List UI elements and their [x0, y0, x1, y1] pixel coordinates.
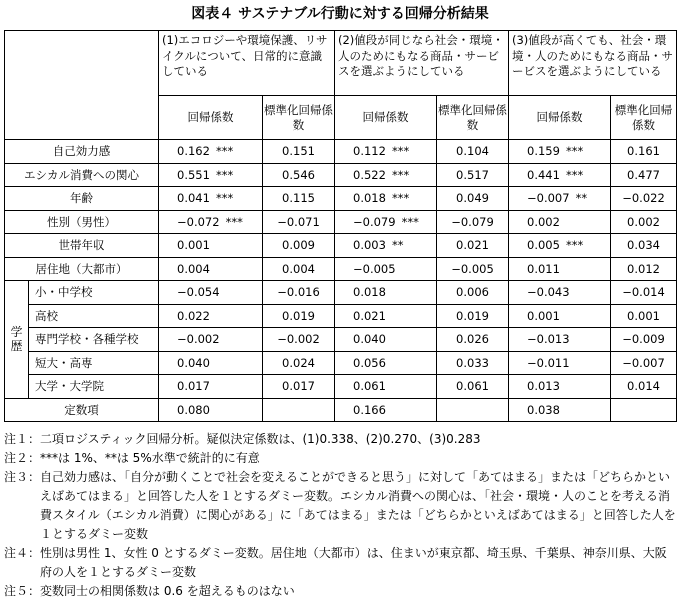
- std-coef-cell: 0.024: [263, 351, 335, 375]
- std-coef-cell: 0.049: [437, 187, 509, 211]
- coef-value: −0.002: [177, 332, 220, 347]
- std-coef-cell: 0.034: [611, 234, 677, 258]
- empty-cell: [437, 398, 509, 422]
- table-row: [5, 351, 677, 375]
- std-coef-cell: 0.115: [263, 187, 335, 211]
- note-label: 注２：: [4, 451, 41, 465]
- coef-value: 0.018: [353, 285, 386, 300]
- significance-mark: ***: [391, 191, 410, 206]
- coef-cell: [159, 257, 263, 281]
- coef-cell: [335, 140, 437, 164]
- std-coef-cell: −0.007: [611, 351, 677, 375]
- note: [4, 468, 676, 544]
- coef-value: 0.056: [353, 355, 386, 370]
- coef-cell: [159, 210, 263, 234]
- note-text: 自己効力感は、「自分が動くことで社会を変えることができると思う」に対して「あてはまる」または「どちらかといえばあてはまる」と回答した人を１とするダミー変数。エシカル消費への関心は、「社会・環境・人のことを考える消費スタイル（エシカル消費）に関心がある」に「あてはまる」または「どちらかといえばあてはまる」と回答した人を１とするダミー変数: [40, 470, 676, 541]
- coef-value: 0.021: [353, 308, 386, 323]
- coef-cell: [509, 351, 611, 375]
- std-coef-cell: 0.006: [437, 281, 509, 305]
- coef-cell: [335, 375, 437, 399]
- coef-value: −0.011: [527, 355, 570, 370]
- significance-mark: ***: [401, 214, 419, 229]
- std-coef-cell: 0.012: [611, 257, 677, 281]
- significance-mark: ***: [565, 238, 584, 253]
- coef-cell: [509, 328, 611, 352]
- coef-value: 0.551: [177, 167, 210, 182]
- std-coef-cell: −0.016: [263, 281, 335, 305]
- note: [4, 430, 676, 449]
- row-label: 自己効力感: [5, 140, 159, 164]
- std-coef-cell: 0.517: [437, 163, 509, 187]
- coef-value: 0.022: [177, 308, 210, 323]
- coef-value: 0.041: [177, 191, 210, 206]
- table-row: [5, 140, 677, 164]
- row-label: 定数項: [5, 398, 159, 422]
- table-row: [5, 304, 677, 328]
- coef-value: 0.441: [527, 167, 560, 182]
- coef-cell: [335, 281, 437, 305]
- constant-value: 0.038: [509, 398, 611, 422]
- coef-cell: [335, 257, 437, 281]
- row-label: 居住地（大都市）: [5, 257, 159, 281]
- coef-value: 0.018: [353, 191, 386, 206]
- std-coef-cell: 0.033: [437, 351, 509, 375]
- subheader-std: 標準化回帰係数: [437, 96, 509, 140]
- coef-value: −0.072: [177, 214, 220, 229]
- note-text: 変数同士の相関係数は 0.6 を超えるものはない: [40, 584, 295, 598]
- coef-cell: [159, 328, 263, 352]
- coef-cell: [335, 234, 437, 258]
- row-label: 年齢: [5, 187, 159, 211]
- note-label: 注５：: [4, 584, 41, 598]
- constant-value: 0.166: [335, 398, 437, 422]
- significance-mark: ***: [565, 144, 584, 159]
- coef-value: 0.159: [527, 144, 560, 159]
- note-text: 性別は男性 1、女性 0 とするダミー変数。居住地（大都市）は、住まいが東京都、埼玉県、千葉県、神奈川県、大阪府の人を１とするダミー変数: [40, 546, 667, 579]
- coef-cell: [159, 163, 263, 187]
- row-label: エシカル消費への関心: [5, 163, 159, 187]
- table-row: [5, 281, 677, 305]
- coef-cell: [509, 375, 611, 399]
- significance-mark: **: [575, 191, 588, 206]
- corner-cell: [5, 31, 159, 140]
- coef-cell: [509, 234, 611, 258]
- coef-cell: [335, 304, 437, 328]
- coef-value: −0.043: [527, 285, 570, 300]
- significance-mark: ***: [215, 144, 234, 159]
- coef-value: −0.013: [527, 332, 570, 347]
- row-label: 短大・高専: [29, 351, 159, 375]
- coef-value: 0.002: [527, 214, 560, 229]
- header-row: [5, 31, 677, 96]
- coef-cell: [509, 304, 611, 328]
- coef-value: 0.001: [527, 308, 560, 323]
- coef-value: −0.079: [353, 214, 396, 229]
- coef-value: 0.011: [527, 261, 560, 276]
- coef-cell: [509, 187, 611, 211]
- std-coef-cell: 0.104: [437, 140, 509, 164]
- std-coef-cell: −0.002: [263, 328, 335, 352]
- table-row: [5, 328, 677, 352]
- std-coef-cell: 0.001: [611, 304, 677, 328]
- std-coef-cell: −0.014: [611, 281, 677, 305]
- significance-mark: **: [391, 238, 404, 253]
- std-coef-cell: 0.014: [611, 375, 677, 399]
- empty-cell: [611, 398, 677, 422]
- coef-value: 0.001: [177, 238, 210, 253]
- note: [4, 449, 676, 468]
- row-label: 高校: [29, 304, 159, 328]
- std-coef-cell: −0.005: [437, 257, 509, 281]
- subheader-coef: 回帰係数: [509, 96, 611, 140]
- coef-cell: [335, 210, 437, 234]
- std-coef-cell: 0.021: [437, 234, 509, 258]
- row-label: 小・中学校: [29, 281, 159, 305]
- table-row: [5, 210, 677, 234]
- coef-cell: [509, 281, 611, 305]
- column-header: (2)値段が同じなら社会・環境・人のためにもなる商品・サービスを選ぶようにしている: [335, 31, 509, 96]
- coef-value: 0.013: [527, 379, 560, 394]
- coef-cell: [159, 351, 263, 375]
- coef-cell: [159, 375, 263, 399]
- std-coef-cell: 0.004: [263, 257, 335, 281]
- std-coef-cell: −0.009: [611, 328, 677, 352]
- subheader-std: 標準化回帰係数: [263, 96, 335, 140]
- std-coef-cell: 0.151: [263, 140, 335, 164]
- coef-cell: [335, 187, 437, 211]
- significance-mark: ***: [565, 167, 584, 182]
- coef-cell: [509, 257, 611, 281]
- coef-value: 0.162: [177, 144, 210, 159]
- coef-cell: [335, 351, 437, 375]
- coef-cell: [159, 140, 263, 164]
- notes: [4, 430, 676, 601]
- significance-mark: ***: [391, 144, 410, 159]
- row-label: 専門学校・各種学校: [29, 328, 159, 352]
- coef-value: 0.040: [353, 332, 386, 347]
- coef-value: 0.005: [527, 238, 560, 253]
- std-coef-cell: 0.161: [611, 140, 677, 164]
- note: [4, 544, 676, 582]
- constant-row: [5, 398, 677, 422]
- subheader-std: 標準化回帰係数: [611, 96, 677, 140]
- regression-table: [4, 30, 677, 422]
- empty-cell: [263, 398, 335, 422]
- coef-cell: [159, 234, 263, 258]
- coef-value: 0.112: [353, 144, 386, 159]
- table-row: [5, 234, 677, 258]
- coef-cell: [509, 210, 611, 234]
- significance-mark: ***: [215, 191, 234, 206]
- note-label: 注４：: [4, 546, 41, 560]
- table-row: [5, 375, 677, 399]
- significance-mark: ***: [215, 167, 234, 182]
- coef-value: 0.004: [177, 261, 210, 276]
- std-coef-cell: −0.079: [437, 210, 509, 234]
- std-coef-cell: 0.019: [437, 304, 509, 328]
- significance-mark: ***: [391, 167, 410, 182]
- row-label: 性別（男性）: [5, 210, 159, 234]
- coef-cell: [509, 140, 611, 164]
- subheader-coef: 回帰係数: [159, 96, 263, 140]
- note: [4, 582, 676, 601]
- coef-value: 0.522: [353, 167, 386, 182]
- table-row: [5, 257, 677, 281]
- coef-cell: [159, 281, 263, 305]
- coef-cell: [509, 163, 611, 187]
- std-coef-cell: −0.022: [611, 187, 677, 211]
- significance-mark: ***: [225, 214, 243, 229]
- row-label: 大学・大学院: [29, 375, 159, 399]
- note-label: 注３：: [4, 470, 41, 484]
- std-coef-cell: 0.009: [263, 234, 335, 258]
- std-coef-cell: 0.002: [611, 210, 677, 234]
- note-label: 注１：: [4, 432, 41, 446]
- note-text: ***は 1%、**は 5%水準で統計的に有意: [40, 451, 260, 465]
- std-coef-cell: 0.026: [437, 328, 509, 352]
- subheader-coef: 回帰係数: [335, 96, 437, 140]
- coef-value: −0.054: [177, 285, 220, 300]
- std-coef-cell: 0.477: [611, 163, 677, 187]
- std-coef-cell: −0.071: [263, 210, 335, 234]
- coef-value: 0.017: [177, 379, 210, 394]
- education-group-label: 学歴: [5, 281, 29, 399]
- table-row: [5, 187, 677, 211]
- table-row: [5, 163, 677, 187]
- row-label: 世帯年収: [5, 234, 159, 258]
- coef-cell: [159, 304, 263, 328]
- coef-cell: [335, 163, 437, 187]
- coef-value: 0.061: [353, 379, 386, 394]
- coef-cell: [159, 187, 263, 211]
- std-coef-cell: 0.061: [437, 375, 509, 399]
- std-coef-cell: 0.546: [263, 163, 335, 187]
- constant-value: 0.080: [159, 398, 263, 422]
- std-coef-cell: 0.017: [263, 375, 335, 399]
- coef-value: 0.040: [177, 355, 210, 370]
- coef-value: 0.003: [353, 238, 386, 253]
- coef-cell: [335, 328, 437, 352]
- table-title: 図表４ サステナブル行動に対する回帰分析結果: [191, 6, 489, 22]
- note-text: 二項ロジスティック回帰分析。疑似決定係数は、(1)0.338、(2)0.270、(3)0.283: [40, 432, 481, 446]
- coef-value: −0.005: [353, 261, 396, 276]
- column-header: (3)値段が高くても、社会・環境・人のためにもなる商品・サービスを選ぶようにしている: [509, 31, 677, 96]
- coef-value: −0.007: [527, 191, 570, 206]
- column-header: (1)エコロジーや環境保護、リサイクルについて、日常的に意識している: [159, 31, 335, 96]
- std-coef-cell: 0.019: [263, 304, 335, 328]
